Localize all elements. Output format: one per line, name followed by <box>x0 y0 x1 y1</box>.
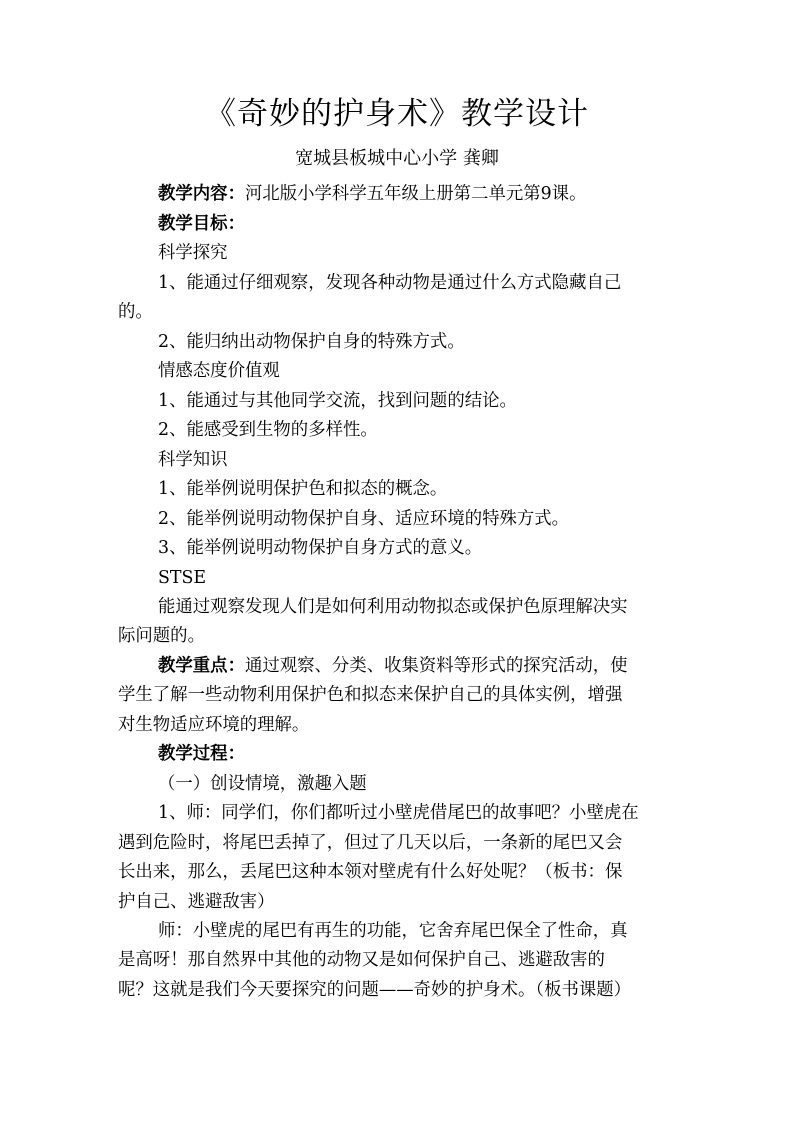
sci-inquiry-heading: 科学探究 <box>158 243 228 263</box>
emotion-item-1: 1、能通过与其他同学交流，找到问题的结论。 <box>158 391 517 411</box>
paragraph-1-line-3: 长出来，那么，丢尾巴这种本领对壁虎有什么好处呢？（板书：保 <box>118 862 623 882</box>
teaching-focus <box>158 654 678 678</box>
knowledge-item-2: 2、能举例说明动物保护自身、适应环境的特殊方式。 <box>158 509 570 529</box>
emotion-item-2: 2、能感受到生物的多样性。 <box>158 420 378 440</box>
focus-text-cont-1: 学生了解一些动物利用保护色和拟态来保护自己的具体实例，增强 <box>118 685 623 705</box>
inquiry-item-2: 2、能归纳出动物保护自身的特殊方式。 <box>158 332 465 352</box>
teaching-content <box>158 182 678 206</box>
paragraph-2-line-3: 呢？这就是我们今天要探究的问题——奇妙的护身术。（板书课题） <box>118 980 632 1000</box>
paragraph-1-line-4: 护自己、逃避敌害） <box>118 892 275 912</box>
inquiry-item-1-cont: 的。 <box>118 302 153 322</box>
knowledge-heading: 科学知识 <box>158 450 228 470</box>
emotion-heading: 情感态度价值观 <box>158 361 280 381</box>
paragraph-1-line-2: 遇到危险时，将尾巴丢掉了，但过了几天以后，一条新的尾巴又会 <box>118 833 623 853</box>
goals-heading: 教学目标： <box>158 214 245 234</box>
focus-label: 教学重点： <box>158 656 245 676</box>
focus-text: 通过观察、分类、收集资料等形式的探究活动，使 <box>244 656 628 676</box>
process-heading: 教学过程： <box>158 744 245 764</box>
content-text: 河北版小学科学五年级上册第二单元第9课。 <box>244 184 587 204</box>
stse-text: 能通过观察发现人们是如何利用动物拟态或保护色原理解决实 <box>158 597 628 617</box>
focus-text-cont-2: 对生物适应环境的理解。 <box>118 715 310 735</box>
paragraph-1-line-1: 1、师：同学们，你们都听过小壁虎借尾巴的故事吧？小壁虎在 <box>158 803 639 823</box>
paragraph-2-line-1: 师：小壁虎的尾巴有再生的功能，它舍弃尾巴保全了性命，真 <box>158 921 628 941</box>
author-line: 宽城县板城中心小学 龚卿 <box>295 148 499 169</box>
stse-text-cont: 际问题的。 <box>118 626 205 646</box>
step-1-heading: （一）创设情境，激趣入题 <box>158 774 367 794</box>
stse-heading: STSE <box>158 568 207 588</box>
inquiry-item-1: 1、能通过仔细观察，发现各种动物是通过什么方式隐藏自己 <box>158 273 622 293</box>
document-title: 《奇妙的护身术》教学设计 <box>205 96 589 132</box>
knowledge-item-3: 3、能举例说明动物保护自身方式的意义。 <box>158 538 483 558</box>
knowledge-item-1: 1、能举例说明保护色和拟态的概念。 <box>158 479 448 499</box>
paragraph-2-line-2: 是高呀！那自然界中其他的动物又是如何保护自己、逃避敌害的 <box>118 950 605 970</box>
content-label: 教学内容： <box>158 184 245 204</box>
